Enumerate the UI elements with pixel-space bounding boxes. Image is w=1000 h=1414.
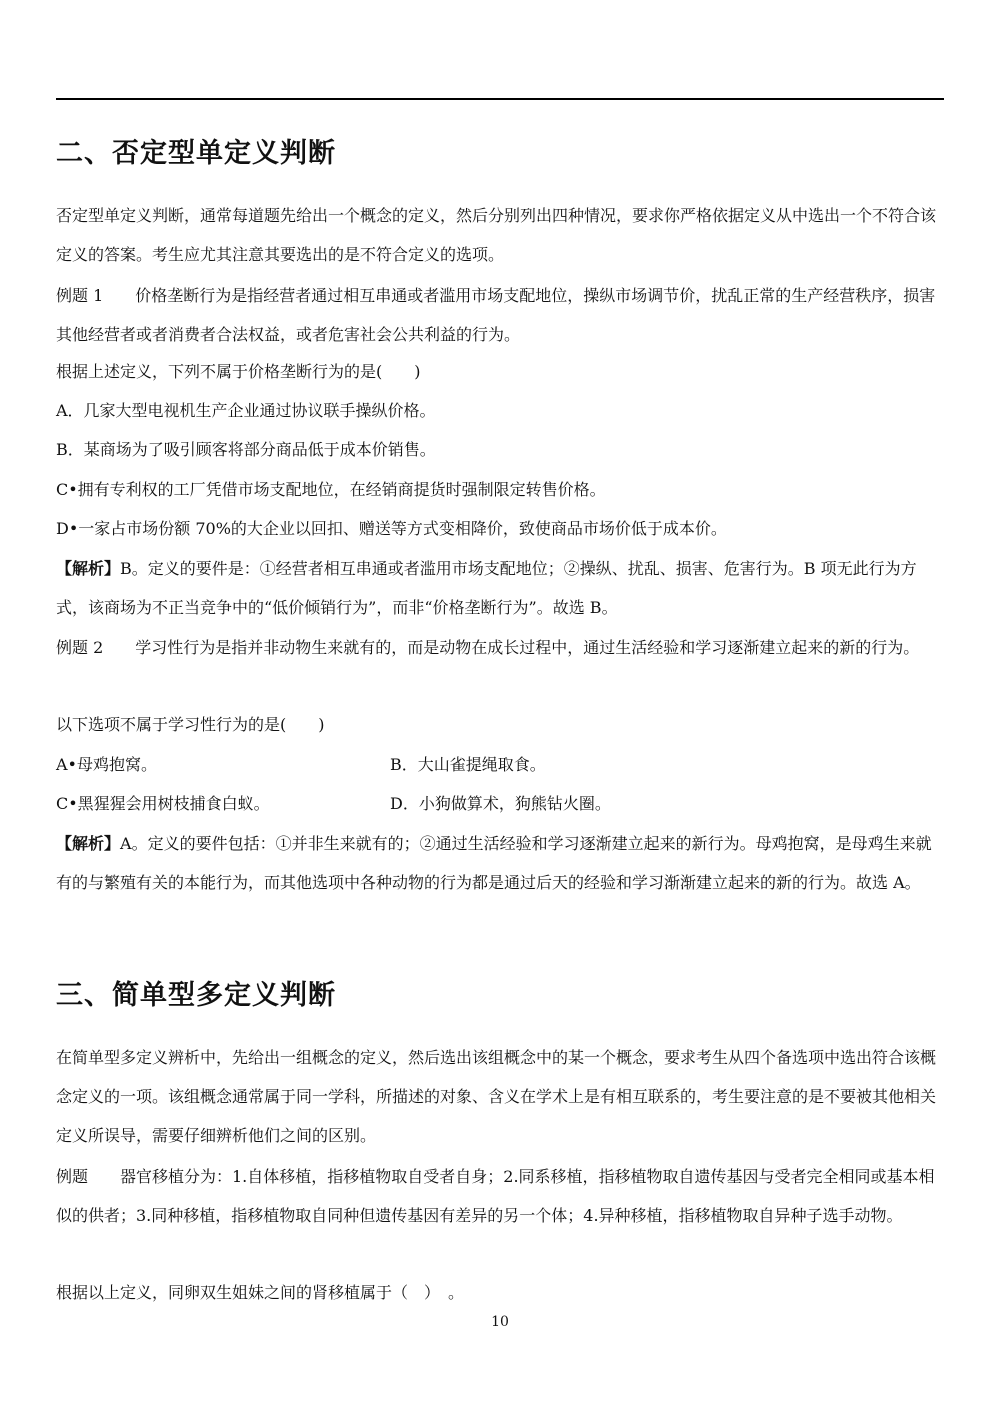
header-rule	[56, 98, 944, 100]
section-3-intro: 在简单型多定义辨析中，先给出一组概念的定义，然后选出该组概念中的某一个概念，要求考生从四个备选项中选出符合该概念定义的一项。该组概念通常属于同一学科，所描述的对象、含义在学术上是有相互联系的，考生要注意的是不要被其他相关定义所误导，需要仔细辨析他们之间的区别。	[56, 1048, 937, 1145]
example-2-text: 例题 2 学习性行为是指并非动物生来就有的，而是动物在成长过程中，通过生活经验和学习逐渐建立起来的新的行为。	[56, 638, 920, 657]
example-1-option-c: C•拥有专利权的工厂凭借市场支配地位，在经销商提货时强制限定转售价格。	[56, 480, 606, 499]
example-2-option-a: A•母鸡抱窝。	[56, 755, 157, 774]
example-2-analysis	[56, 824, 944, 902]
example-1-option-b: B．某商场为了吸引顾客将部分商品低于成本价销售。	[56, 440, 436, 459]
section-2-intro: 否定型单定义判断，通常每道题先给出一个概念的定义，然后分别列出四种情况，要求你严格依据定义从中选出一个不符合该定义的答案。考生应尤其注意其要选出的是不符合定义的选项。	[56, 206, 937, 264]
analysis-text: B。定义的要件是：①经营者相互串通或者滥用市场支配地位；②操纵、扰乱、损害、危害行为。B 项无此行为方式，该商场为不正当竞争中的“低价倾销行为”，而非“价格垄断行为”。故选 B。	[56, 559, 917, 617]
example-3-question: 根据以上定义，同卵双生姐妹之间的肾移植属于（ ） 。	[56, 1283, 465, 1302]
analysis-tag: 【解析】	[56, 559, 121, 578]
example-2-option-c: C•黑猩猩会用树枝捕食白蚁。	[56, 794, 270, 813]
analysis-tag: 【解析】	[56, 834, 121, 853]
example-1-analysis	[56, 549, 944, 627]
section-2-title: 二、否定型单定义判断	[56, 138, 336, 169]
page-number: 10	[491, 1314, 509, 1330]
section-3-title: 三、简单型多定义判断	[56, 980, 336, 1011]
example-1-question: 根据上述定义，下列不属于价格垄断行为的是( )	[56, 362, 421, 381]
analysis-text: A。定义的要件包括：①并非生来就有的；②通过生活经验和学习逐渐建立起来的新行为。母鸡抱窝，是母鸡生来就有的与繁殖有关的本能行为，而其他选项中各种动物的行为都是通过后天的经验和学习渐渐建立起来的新的行为。故选 A。	[56, 834, 932, 892]
example-1-text: 例题 1 价格垄断行为是指经营者通过相互串通或者滥用市场支配地位，操纵市场调节价，扰乱正常的生产经营秩序，损害其他经营者或者消费者合法权益，或者危害社会公共利益的行为。	[56, 286, 936, 344]
example-1-option-a: A．几家大型电视机生产企业通过协议联手操纵价格。	[56, 401, 436, 420]
example-2-question: 以下选项不属于学习性行为的是( )	[56, 715, 325, 734]
example-2-option-b: B．大山雀提绳取食。	[390, 755, 546, 774]
example-2-option-d: D．小狗做算术，狗熊钻火圈。	[390, 794, 611, 813]
example-3-text: 例题 器官移植分为：1.自体移植，指移植物取自受者自身；2.同系移植，指移植物取自遗传基因与受者完全相同或基本相似的供者；3.同种移植，指移植物取自同种但遗传基因有差异的另一个体；4.异种移植，指移植物取自异种子选手动物。	[56, 1167, 935, 1225]
example-1-option-d: D•一家占市场份额 70%的大企业以回扣、赠送等方式变相降价，致使商品市场价低于成本价。	[56, 519, 727, 538]
